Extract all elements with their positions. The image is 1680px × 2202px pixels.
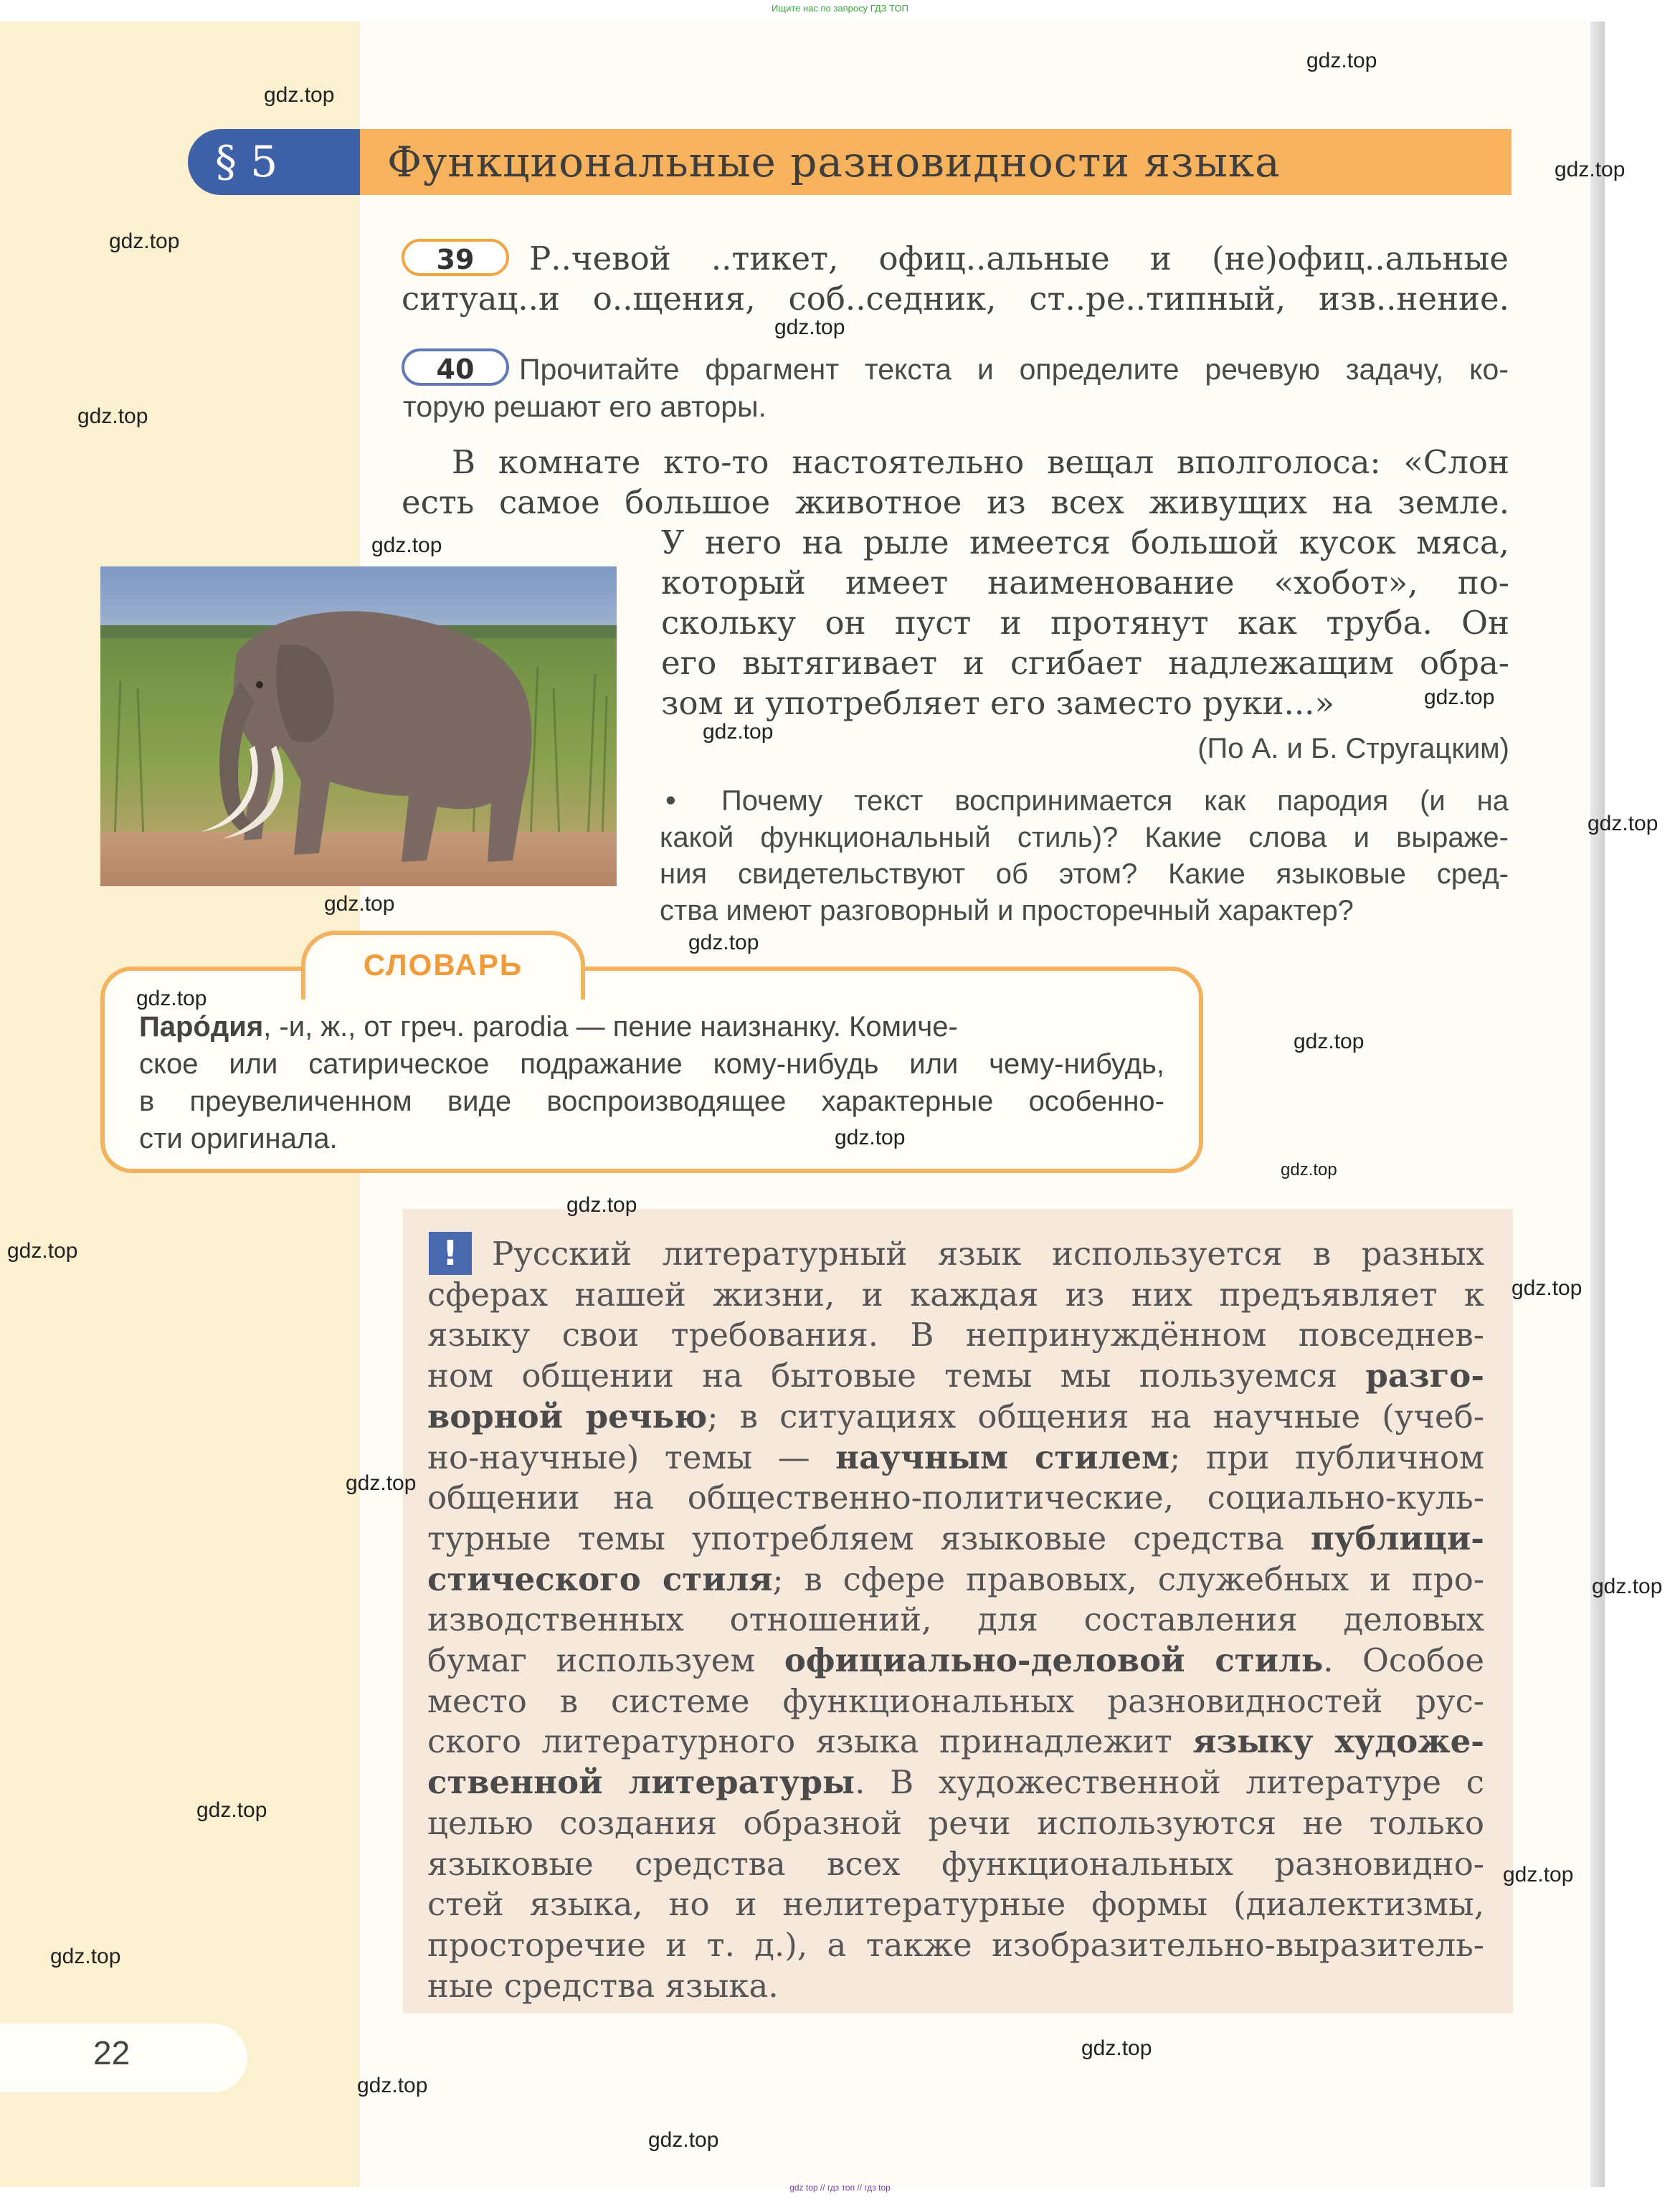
section-title: Функциональные разновидности языка <box>387 138 1281 186</box>
question-line: какой функциональный стиль)? Какие слова и выраже- <box>660 822 1509 853</box>
rule-text-span: турные темы употребляем языковые средства <box>427 1519 1311 1557</box>
dictionary-entry-line <box>139 1011 958 1043</box>
rule-text-span: языковые средства всех функциональных разновидно- <box>427 1844 1484 1883</box>
watermark: gdz.top <box>1306 49 1377 72</box>
rule-text-span: Русский литературный язык используется в разных <box>492 1235 1484 1273</box>
rule-text-span: место в системе функциональных разновидностей рус- <box>427 1681 1484 1720</box>
watermark: gdz.top <box>688 931 759 954</box>
rule-line <box>427 1600 1484 1638</box>
exercise-39-line: Р..чевой ..тикет, офиц..альные и (не)офиц..альные <box>529 239 1509 277</box>
watermark: gdz.top <box>7 1239 78 1263</box>
quote-line: который имеет наименование «хобот», по- <box>661 564 1509 602</box>
quote-line: есть самое большое животное из всех живущих на земле. <box>402 483 1509 521</box>
watermark: gdz.top <box>324 892 395 916</box>
rule-text-span: ; в ситуациях общения на научные (учеб- <box>707 1397 1484 1435</box>
rule-term: официально-деловой стиль <box>784 1641 1324 1679</box>
rule-text-span: общении на общественно-политические, социально-куль- <box>427 1479 1484 1517</box>
rule-line <box>427 1560 1484 1598</box>
watermark: gdz.top <box>1592 1575 1663 1598</box>
exercise-40-task: Прочитайте фрагмент текста и определите речевую задачу, ко- <box>519 353 1509 386</box>
top-note: Ищите нас по запросу ГДЗ ТОП <box>772 3 908 14</box>
rule-text-span: ном общении на бытовые темы мы пользуемся <box>427 1357 1366 1395</box>
rule-line <box>427 1926 1484 1964</box>
exercise-number-40: 40 <box>402 348 509 386</box>
rule-text-span: ные средства языка. <box>427 1966 779 2005</box>
watermark: gdz.top <box>566 1193 637 1217</box>
rule-line <box>427 1641 1484 1679</box>
rule-text-span: но-научные) темы — <box>427 1438 836 1476</box>
watermark: gdz.top <box>835 1126 906 1149</box>
rule-line <box>427 1479 1484 1517</box>
rule-text-span: языку свои требования. В непринуждённом повседнев- <box>427 1316 1484 1354</box>
quote-line: зом и употребляет его заместо руки...» <box>661 684 1334 722</box>
rule-text-span: ского литературного языка принадлежит <box>427 1722 1193 1761</box>
watermark: gdz.top <box>77 404 148 428</box>
question-line: Почему текст воспринимается как пародия (и на <box>721 785 1509 817</box>
rule-line <box>427 1967 1484 2005</box>
quote-line: У него на рыле имеется большой кусок мяса, <box>661 523 1509 561</box>
watermark: gdz.top <box>136 987 207 1010</box>
rule-term: стического стиля <box>427 1560 773 1598</box>
rule-term: научным стилем <box>835 1438 1170 1476</box>
rule-line <box>492 1235 1484 1273</box>
dictionary-entry-line: ское или сатирическое подражание кому-нибудь или чему-нибудь, <box>139 1048 1164 1080</box>
rule-term: языку художе- <box>1192 1722 1484 1761</box>
rule-line <box>427 1845 1484 1883</box>
exercise-39-line: ситуац..и о..щения, соб..седник, ст..ре..типный, изв..нение. <box>402 280 1509 318</box>
question-line: ния свидетельствуют об этом? Какие языковые сред- <box>660 858 1509 890</box>
dictionary-term: Паро́дия <box>139 1011 264 1043</box>
rule-line <box>427 1885 1484 1923</box>
rule-line <box>427 1438 1484 1476</box>
rule-term: публици- <box>1310 1519 1484 1557</box>
rule-text-span: стей языка, но и нелитературные формы (диалектизмы, <box>427 1885 1484 1924</box>
rule-text-span: ; в сфере правовых, служебных и про- <box>772 1560 1484 1598</box>
page-edge-shadow <box>1590 22 1605 2187</box>
rule-term: ворной речью <box>427 1397 708 1435</box>
rule-term: разго- <box>1365 1357 1484 1395</box>
rule-text-span: сферах нашей жизни, и каждая из них предъявляет к <box>427 1275 1484 1314</box>
watermark: gdz.top <box>774 315 845 339</box>
quote-line: скольку он пуст и протянут как труба. Он <box>661 604 1509 642</box>
watermark: gdz.top <box>357 2074 428 2097</box>
watermark: gdz.top <box>703 720 774 744</box>
elephant-photo <box>100 566 617 886</box>
watermark: gdz.top <box>1588 812 1658 835</box>
bullet-icon: • <box>665 783 676 817</box>
rule-text-span: бумаг используем <box>427 1641 784 1679</box>
rule-line <box>427 1357 1484 1395</box>
rule-line <box>427 1316 1484 1354</box>
dictionary-title: СЛОВАРЬ <box>363 948 523 982</box>
quote-line: В комнате кто-то настоятельно вещал вполголоса: «Слон <box>452 443 1509 481</box>
rule-text-span: изводственных отношений, для составления деловых <box>427 1600 1484 1639</box>
quote-attribution: (По А. и Б. Стругацким) <box>1197 733 1509 764</box>
exercise-40-task: торую решают его авторы. <box>403 390 767 423</box>
watermark: gdz.top <box>50 1945 121 1968</box>
watermark: gdz.top <box>1424 685 1495 709</box>
watermark: gdz.top <box>196 1798 267 1822</box>
rule-line <box>427 1276 1484 1314</box>
watermark: gdz.top <box>1081 2036 1152 2060</box>
rule-line <box>427 1763 1484 1801</box>
watermark: gdz.top <box>1555 158 1626 181</box>
page-number: 22 <box>93 2034 130 2072</box>
watermark: gdz.top <box>1281 1160 1337 1180</box>
rule-term: ственной литературы <box>427 1763 855 1802</box>
rule-line <box>427 1722 1484 1760</box>
watermark: gdz.top <box>1511 1276 1582 1300</box>
rule-text-span: . Особое <box>1323 1641 1484 1679</box>
rule-text-span: ; при публичном <box>1169 1438 1485 1476</box>
watermark: gdz.top <box>109 229 180 253</box>
quote-line: его вытягивает и сгибает надлежащим обра- <box>661 644 1509 682</box>
section-number: § 5 <box>215 137 278 187</box>
watermark: gdz.top <box>371 533 442 557</box>
rule-line <box>427 1397 1484 1435</box>
exercise-number-39: 39 <box>402 239 509 276</box>
bottom-note: gdz top // гдз топ // гдз top <box>789 2183 891 2193</box>
rule-text-span: . В художественной литературе с <box>855 1763 1484 1802</box>
dictionary-entry-line: сти оригинала. <box>139 1123 338 1154</box>
rule-line <box>427 1519 1484 1557</box>
rule-text-span: просторечие и т. д.), а также изобразительно-выразитель- <box>427 1925 1484 1964</box>
exclamation-icon: ! <box>429 1232 472 1275</box>
rule-line <box>427 1682 1484 1720</box>
dictionary-entry-line: в преувеличенном виде воспроизводящее характерные особенно- <box>139 1086 1164 1117</box>
watermark: gdz.top <box>264 83 335 107</box>
watermark: gdz.top <box>1503 1863 1574 1887</box>
rule-text-span: целью создания образной речи используются не только <box>427 1803 1484 1842</box>
dictionary-definition: , -и, ж., от греч. parodia — пение наизнанку. Комиче- <box>263 1011 958 1043</box>
watermark: gdz.top <box>346 1471 417 1495</box>
rule-line <box>427 1804 1484 1842</box>
question-line: ства имеют разговорный и просторечный характер? <box>660 895 1354 926</box>
watermark: gdz.top <box>1294 1030 1365 1053</box>
watermark: gdz.top <box>648 2128 719 2152</box>
